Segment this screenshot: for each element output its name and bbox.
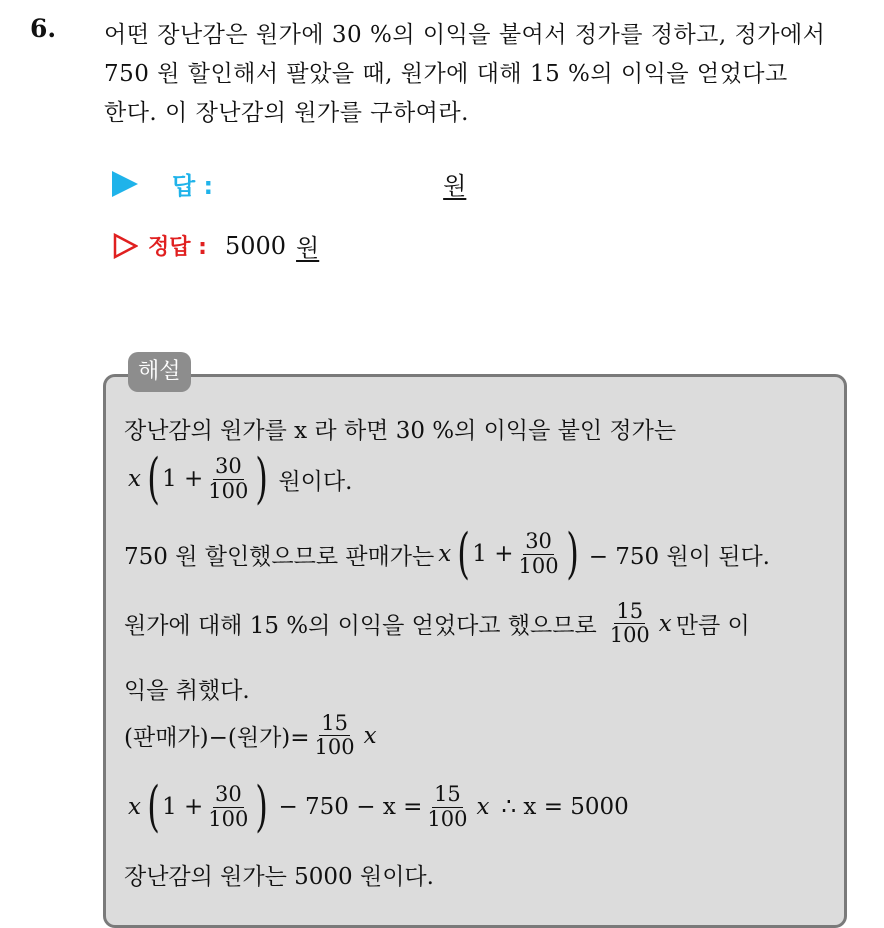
correct-unit: 원 (296, 234, 320, 262)
play-icon (112, 171, 138, 197)
question-line-2: 750 원 할인해서 팔았을 때, 원가에 대해 15 %의 이익을 얻었다고 (104, 61, 788, 87)
explanation-line-8: 장난감의 원가는 5000 원이다. (124, 864, 434, 890)
correct-label: 정답 : (148, 235, 207, 260)
explanation-line-6: (판매가)−(원가)= $\frac{15}{100}$ x (124, 711, 377, 760)
explanation-line-1: 장난감의 원가를 x 라 하면 30 %의 이익을 붙인 정가는 (124, 418, 677, 444)
answer-row (112, 166, 512, 201)
answer-unit[interactable]: 원 (443, 172, 467, 200)
outline-triangle-icon (112, 233, 138, 259)
correct-value: 5000 (224, 231, 287, 260)
explanation-line-2: x ( 1 + $\frac{30}{100}$ ) 원이다. (128, 447, 353, 510)
explanation-line-5: 익을 취했다. (124, 678, 250, 704)
explanation-line-3: 750 원 할인했으므로 판매가는 x ( 1 + $\frac{30}{100}$ ) − 750 원이 된다. (124, 522, 770, 585)
fraction-30-100: $\frac{30}{100}$ (208, 782, 249, 831)
fraction-30-100: $\frac{30}{100}$ (208, 454, 249, 503)
answer-label: 답 : (172, 172, 214, 200)
correct-answer-row (112, 228, 319, 263)
fraction-15-100: $\frac{15}{100}$ (427, 782, 468, 831)
fraction-15-100: $\frac{15}{100}$ (314, 711, 355, 760)
question-number: 6. (30, 14, 57, 43)
fraction-30-100: $\frac{30}{100}$ (518, 529, 559, 578)
question-line-1: 어떤 장난감은 원가에 30 %의 이익을 붙여서 정가를 정하고, 정가에서 (104, 22, 826, 48)
explanation-line-4: 원가에 대해 15 %의 이익을 얻었다고 했으므로 $\frac{15}{100}$ x 만큼 이 (124, 599, 750, 648)
explanation-tag: 해설 (128, 352, 191, 392)
explanation-line-7: x ( 1 + $\frac{30}{100}$ ) − 750 − x = $\frac{15}{100}$ x ∴ x = 5000 (128, 775, 629, 838)
fraction-15-100: $\frac{15}{100}$ (609, 599, 650, 648)
question-line-3: 한다. 이 장난감의 원가를 구하여라. (104, 100, 469, 126)
